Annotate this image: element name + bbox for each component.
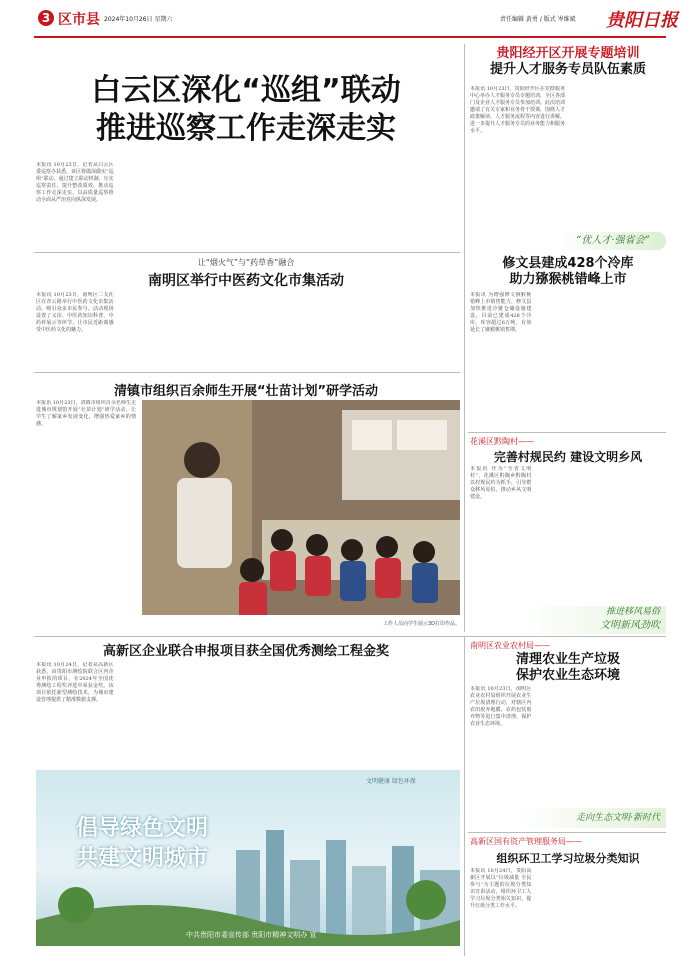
qingzhen-text: 本报讯 10月23日，清镇市组织百余名师生走进城市规划馆开展“壮苗计划”研学活动，让学生了解家乡发展变化，增强热爱家乡的情感。 xyxy=(36,400,136,427)
section-divider xyxy=(34,252,460,253)
newspaper-logo: 贵阳日报 xyxy=(606,10,678,31)
tcm-body xyxy=(36,292,456,372)
ad-footer: 中共贵阳市委宣传部 贵阳市精神文明办 宣 xyxy=(186,931,317,939)
right-top-text: 本报讯 10月23日，贵阳经开区在党群服务中心举办人才服务专员专题培训，全区各部门及企业人才服务专员参加培训。此次培训邀请了有关专家和业务骨干授课，围绕人才政策解读、人才服务流程等内容进行讲解，进一步提升人才服务专员的业务能力和服务水平。 xyxy=(470,86,565,134)
issue-date: 2024年10月26日 星期六 xyxy=(104,16,173,23)
qingzhen-photo-caption: 工作人员向学生展示3D打印作品。 xyxy=(382,621,460,627)
nanming-farm-kicker: 南明区农业农村局—— xyxy=(470,641,550,650)
ecology-banner xyxy=(520,808,666,828)
tcm-kicker: 让“烟火气”与“药草香”融合 xyxy=(197,258,295,267)
customs-banner-line2: 文明新风劲吹 xyxy=(600,620,660,631)
customs-banner xyxy=(520,606,666,634)
lead-dateline: 本报讯 10月23日，记者从白云区委巡察办获悉，该区将做深做实“巡组”联动，通过建立联动机制、压实巡察责任、提升整改质效，推动巡察工作走深走实，以高质量巡察推动全面从严治党向纵深发展。 xyxy=(36,162,114,203)
huaxi-text: 本报讯 作为“全省文明村”，花溪区黔陶乡黔陶村以村规民约为抓手，引导群众移风易俗，推动乡风文明建设。 xyxy=(470,466,532,500)
nanming-farm-title-line1: 清理农业生产垃圾 xyxy=(515,652,620,667)
huaxi-title: 完善村规民约 建设文明乡风 xyxy=(493,450,643,464)
right-top-title-line1: 贵阳经开区开展专题培训 xyxy=(496,46,640,61)
lead-title-line2: 推进巡察工作走深走实 xyxy=(96,111,396,146)
xiuwen-title-line1: 修文县建成428个冷库 xyxy=(502,256,634,271)
right-top-body xyxy=(470,86,666,246)
ad-line2: 共建文明城市 xyxy=(76,846,209,871)
sanitation-title: 组织环卫工学习垃圾分类知识 xyxy=(496,852,640,865)
sanitation-kicker: 高新区国有资产管理服务局—— xyxy=(470,837,582,846)
sanitation-text: 本报讯 10月24日，贵阳高新区开展以“垃圾减量 全民参与”为主题的垃圾分类知识宣讲活动，组织环卫工人学习垃圾分类相关知识，提升垃圾分类工作水平。 xyxy=(470,868,532,909)
nanming-farm-title xyxy=(470,652,666,684)
right-top-title-line2: 提升人才服务专员队伍素质 xyxy=(489,62,646,77)
masthead xyxy=(0,0,700,40)
section-divider xyxy=(34,372,460,373)
tcm-text: 本报讯 10月23日，南明区二戈社区在青云路举行中医药文化市集活动，吸引众多市民参与。活动现场设置了义诊、中医药知识科普、中药材展示等环节，让市民近距离感受中医药文化的魅力。 xyxy=(36,292,114,333)
nanming-farm-body xyxy=(470,686,666,806)
section-divider xyxy=(468,832,666,833)
xiuwen-title xyxy=(470,256,666,288)
gaoxin-body xyxy=(36,662,456,766)
classroom-scene-photo xyxy=(142,400,460,615)
column-divider xyxy=(464,636,465,956)
ad-headline xyxy=(76,814,208,874)
qingzhen-photo xyxy=(142,400,460,615)
tcm-title: 南明区举行中医药文化市集活动 xyxy=(148,273,344,289)
right-top-title xyxy=(470,46,666,78)
page-number-badge: 3 xyxy=(38,10,54,26)
gaoxin-text: 本报讯 10月24日，记者从高新区获悉，由贵阳市测绘院联合区内企业申报的项目，在2024年全国优秀测绘工程奖评选中荣获金奖。该项目依托新型测绘技术，为城市建设管理提供了精准数据支撑。 xyxy=(36,662,114,703)
qingzhen-body xyxy=(36,400,136,640)
ecology-banner-text: 走向生态文明·新时代 xyxy=(576,813,660,823)
huaxi-body xyxy=(470,466,666,626)
customs-banner-line1: 推进移风易俗 xyxy=(605,607,660,617)
qingzhen-title: 清镇市组织百余师生开展“壮苗计划”研学活动 xyxy=(113,384,379,399)
nanming-farm-text: 本报讯 10月23日，南明区农业农村局组织开展农业生产垃圾清理行动，对辖区内农田废弃地膜、农药包装废弃物等进行集中清理，保护农业生态环境。 xyxy=(470,686,532,727)
section-divider xyxy=(468,432,666,433)
lead-title-line1: 白云区深化“巡组”联动 xyxy=(91,73,401,108)
talent-slogan: “优人才·强省会” xyxy=(576,235,650,246)
ad-line1: 倡导绿色文明 xyxy=(76,816,209,841)
nanming-farm-title-line2: 保护农业生态环境 xyxy=(515,668,620,683)
talent-slogan-banner xyxy=(560,232,666,250)
huaxi-kicker: 花溪区黔陶村—— xyxy=(470,437,534,446)
xiuwen-text: 本报讯 为增强修文猕猴桃错峰上市销售能力，修文县加快推进冷链仓储设施建设，目前已建成428个冷库，库容超过6万吨，有效延长了猕猴桃销售期。 xyxy=(470,292,532,333)
lead-title xyxy=(36,72,456,148)
sanitation-body xyxy=(470,868,666,952)
masthead-rule xyxy=(34,36,666,38)
ad-small-text: 文明健康 绿色环保 xyxy=(366,778,416,785)
xiuwen-body xyxy=(470,292,666,432)
column-divider xyxy=(464,252,465,632)
editors-credit: 责任编辑 黄勇 / 版式 岑维斌 xyxy=(500,16,576,23)
section-divider xyxy=(34,636,666,637)
gaoxin-title: 高新区企业联合申报项目获全国优秀测绘工程金奖 xyxy=(102,644,389,659)
section-name: 区市县 xyxy=(58,12,100,28)
xiuwen-subtitle: 助力猕猴桃错峰上市 xyxy=(509,272,627,287)
lead-body xyxy=(36,162,456,250)
civilization-ad xyxy=(36,770,460,946)
